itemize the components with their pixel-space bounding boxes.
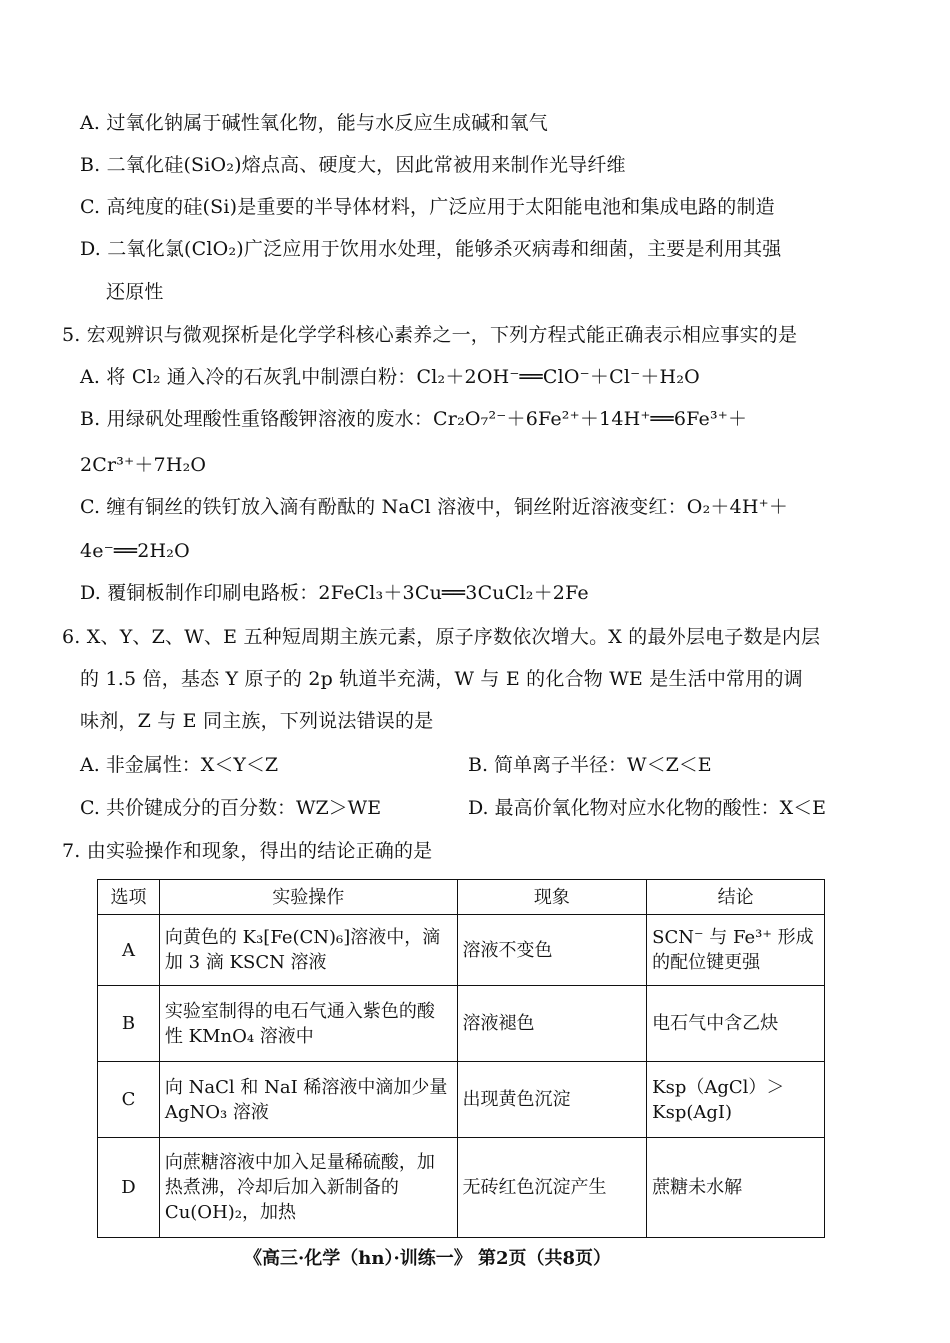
row-option: B [98,986,160,1062]
row-operation: 向蔗糖溶液中加入足量稀硫酸，加热煮沸，冷却后加入新制备的 Cu(OH)₂，加热 [159,1138,457,1238]
q5-option-b-line2: 2Cr³⁺＋7H₂O [80,454,207,476]
header-conclusion: 结论 [647,880,825,915]
row-phenomenon: 出现黄色沉淀 [457,1062,647,1138]
row-phenomenon: 溶液不变色 [457,915,647,986]
row-operation: 向黄色的 K₃[Fe(CN)₆]溶液中，滴加 3 滴 KSCN 溶液 [159,915,457,986]
row-operation: 向 NaCl 和 NaI 稀溶液中滴加少量 AgNO₃ 溶液 [159,1062,457,1138]
table-header-row [98,880,825,915]
header-phenomenon: 现象 [457,880,647,915]
table-row [98,1062,825,1138]
q6-stem-line1: 6. X、Y、Z、W、E 五种短周期主族元素，原子序数依次增大。X 的最外层电子数是内层 [62,626,821,648]
q4-option-b: B. 二氧化硅(SiO₂)熔点高、硬度大，因此常被用来制作光导纤维 [80,154,626,176]
q6-option-c: C. 共价键成分的百分数：WZ＞WE [80,797,382,819]
table-row [98,1138,825,1238]
row-conclusion: 蔗糖未水解 [647,1138,825,1238]
q5-option-a: A. 将 Cl₂ 通入冷的石灰乳中制漂白粉：Cl₂＋2OH⁻══ClO⁻＋Cl⁻＋H₂O [80,366,700,388]
row-conclusion: Ksp（AgCl）＞ Ksp(AgI) [647,1062,825,1138]
q5-stem: 5. 宏观辨识与微观探析是化学学科核心素养之一，下列方程式能正确表示相应事实的是 [62,324,798,346]
row-operation: 实验室制得的电石气通入紫色的酸性 KMnO₄ 溶液中 [159,986,457,1062]
q5-option-c-line2: 4e⁻══2H₂O [80,540,190,562]
page-footer: 《高三·化学（hn）·训练一》 第2页（共8页） [244,1248,612,1269]
q6-option-d: D. 最高价氧化物对应水化物的酸性：X＜E [468,797,827,819]
q7-stem: 7. 由实验操作和现象，得出的结论正确的是 [62,840,433,862]
row-conclusion: SCN⁻ 与 Fe³⁺ 形成的配位键更强 [647,915,825,986]
row-phenomenon: 无砖红色沉淀产生 [457,1138,647,1238]
row-conclusion: 电石气中含乙炔 [647,986,825,1062]
q4-option-a: A. 过氧化钠属于碱性氧化物，能与水反应生成碱和氧气 [80,112,549,134]
row-phenomenon: 溶液褪色 [457,986,647,1062]
q4-option-d-line1: D. 二氧化氯(ClO₂)广泛应用于饮用水处理，能够杀灭病毒和细菌，主要是利用其强 [80,238,782,260]
row-option: C [98,1062,160,1138]
table-row [98,986,825,1062]
row-option: A [98,915,160,986]
q5-option-c-line1: C. 缠有铜丝的铁钉放入滴有酚酞的 NaCl 溶液中，铜丝附近溶液变红：O₂＋4H⁺＋ [80,496,789,518]
table-row [98,915,825,986]
q6-stem-line2: 的 1.5 倍，基态 Y 原子的 2p 轨道半充满，W 与 E 的化合物 WE 是生活中常用的调 [80,668,803,690]
q6-option-a: A. 非金属性：X＜Y＜Z [80,754,279,776]
q5-option-b-line1: B. 用绿矾处理酸性重铬酸钾溶液的废水：Cr₂O₇²⁻＋6Fe²⁺＋14H⁺══6Fe³⁺＋ [80,408,748,430]
row-option: D [98,1138,160,1238]
q6-option-b: B. 简单离子半径：W＜Z＜E [468,754,712,776]
q4-option-c: C. 高纯度的硅(Si)是重要的半导体材料，广泛应用于太阳能电池和集成电路的制造 [80,196,775,218]
header-option: 选项 [98,880,160,915]
q6-stem-line3: 味剂，Z 与 E 同主族，下列说法错误的是 [80,710,434,732]
q5-option-d: D. 覆铜板制作印刷电路板：2FeCl₃＋3Cu══3CuCl₂＋2Fe [80,582,589,604]
experiment-table [97,879,825,1238]
q4-option-d-line2: 还原性 [106,281,164,303]
header-operation: 实验操作 [159,880,457,915]
